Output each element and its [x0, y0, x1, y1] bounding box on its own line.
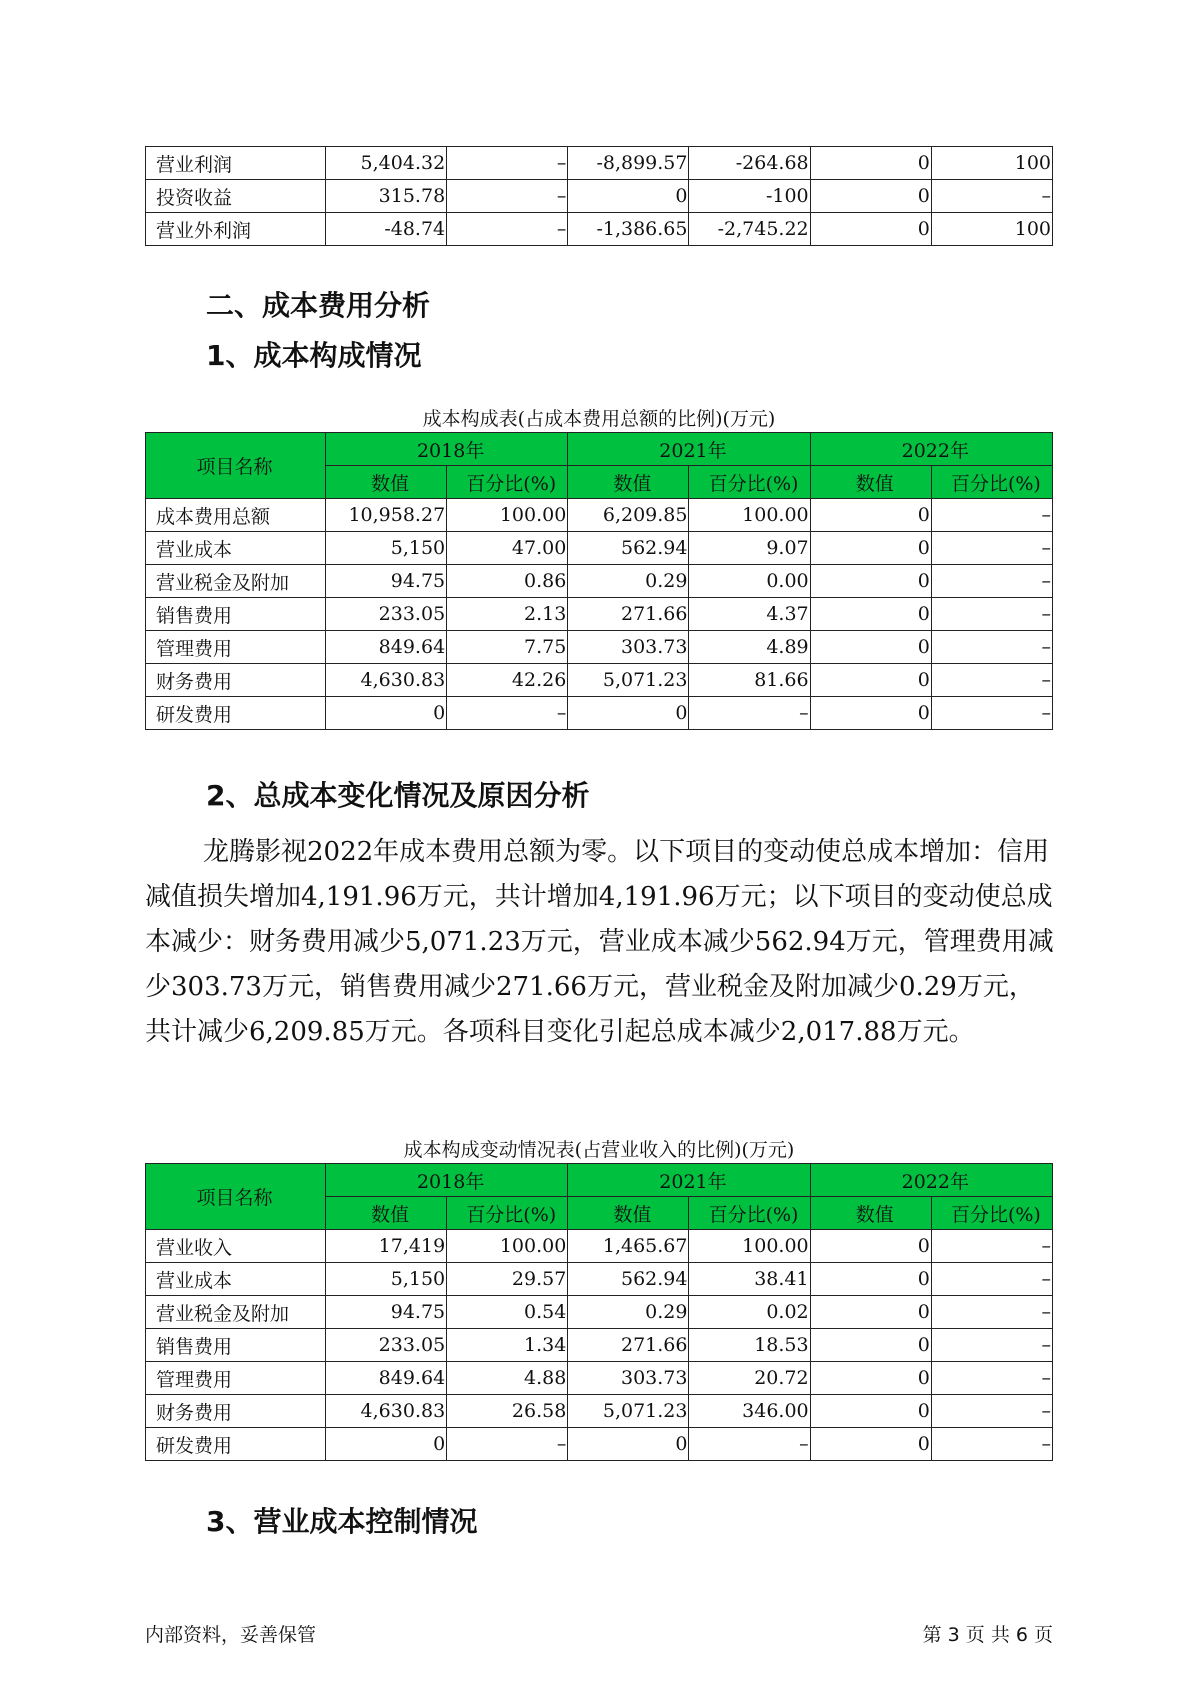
table-cell: – [447, 213, 568, 246]
table-cell: 17,419 [326, 1230, 447, 1263]
header-percent: 百分比(%) [931, 466, 1052, 499]
row-label: 财务费用 [146, 664, 326, 697]
table-row [146, 1395, 1053, 1428]
row-label: 营业成本 [146, 532, 326, 565]
table-cell: 20.72 [689, 1362, 810, 1395]
table-row [146, 532, 1053, 565]
profit-table [145, 146, 1053, 246]
table-cell: 100.00 [689, 499, 810, 532]
table-cell: 0.86 [447, 565, 568, 598]
table-cell: 0.29 [568, 565, 689, 598]
row-label: 管理费用 [146, 631, 326, 664]
table-row [146, 1230, 1053, 1263]
footer-confidential: 内部资料，妥善保管 [145, 1624, 317, 1646]
header-item-name: 项目名称 [146, 1164, 326, 1230]
cost-composition-table [145, 432, 1053, 730]
table-cell: 38.41 [689, 1263, 810, 1296]
table-row [146, 1296, 1053, 1329]
table-cell: 7.75 [447, 631, 568, 664]
table-cell: 100.00 [447, 1230, 568, 1263]
table-cell: 303.73 [568, 631, 689, 664]
table-cell: – [931, 180, 1052, 213]
table-cell: 100 [931, 213, 1052, 246]
table-cell: 29.57 [447, 1263, 568, 1296]
table-cell: – [447, 180, 568, 213]
table-cell: 47.00 [447, 532, 568, 565]
table-row [146, 565, 1053, 598]
row-label: 投资收益 [146, 180, 326, 213]
footer-page-number: 第 3 页 共 6 页 [922, 1624, 1053, 1646]
table-cell: 0 [810, 1230, 931, 1263]
table-cell: 233.05 [326, 1329, 447, 1362]
row-label: 营业外利润 [146, 213, 326, 246]
table-cell: 94.75 [326, 565, 447, 598]
table-cell: – [931, 598, 1052, 631]
table-cell: – [931, 1263, 1052, 1296]
table-cell: – [931, 1329, 1052, 1362]
table-cell: – [931, 697, 1052, 730]
table-cell: 0 [326, 697, 447, 730]
header-value: 数值 [810, 466, 931, 499]
analysis-paragraph [145, 830, 1055, 1055]
row-label: 营业成本 [146, 1263, 326, 1296]
table-cell: 0 [810, 180, 931, 213]
table-cell: 0 [810, 1395, 931, 1428]
table-cell: 0.02 [689, 1296, 810, 1329]
cost-change-table [145, 1163, 1053, 1461]
table-cell: 100.00 [447, 499, 568, 532]
table2-caption: 成本构成变动情况表(占营业收入的比例)(万元) [403, 1139, 795, 1161]
table-cell: 271.66 [568, 598, 689, 631]
table-cell: 0 [568, 697, 689, 730]
table-cell: – [931, 565, 1052, 598]
table-cell: 9.07 [689, 532, 810, 565]
table-cell: 0.00 [689, 565, 810, 598]
table-cell: – [931, 532, 1052, 565]
table1-caption: 成本构成表(占成本费用总额的比例)(万元) [422, 408, 776, 430]
table-cell: – [931, 631, 1052, 664]
table-cell: -100 [689, 180, 810, 213]
table-cell: – [931, 499, 1052, 532]
header-value: 数值 [326, 466, 447, 499]
table-cell: -1,386.65 [568, 213, 689, 246]
table-cell: – [689, 1428, 810, 1461]
table-cell: 100.00 [689, 1230, 810, 1263]
table-cell: 233.05 [326, 598, 447, 631]
table-row [146, 1428, 1053, 1461]
table-cell: – [447, 1428, 568, 1461]
table-cell: 5,150 [326, 532, 447, 565]
table-cell: 0 [810, 664, 931, 697]
row-label: 成本费用总额 [146, 499, 326, 532]
table-row [146, 697, 1053, 730]
table-cell: 5,150 [326, 1263, 447, 1296]
header-value: 数值 [326, 1197, 447, 1230]
table-cell: 0 [810, 631, 931, 664]
header-year: 2022年 [810, 433, 1052, 466]
table-cell: 18.53 [689, 1329, 810, 1362]
subsection-heading-cost-composition: 1、成本构成情况 [206, 339, 422, 372]
table-cell: 5,404.32 [326, 147, 447, 180]
table-cell: 0 [568, 180, 689, 213]
table-cell: -264.68 [689, 147, 810, 180]
table-cell: – [689, 697, 810, 730]
row-label: 管理费用 [146, 1362, 326, 1395]
table-cell: 0 [810, 598, 931, 631]
section-heading: 二、成本费用分析 [206, 289, 431, 322]
table-cell: 0.29 [568, 1296, 689, 1329]
table-cell: -48.74 [326, 213, 447, 246]
table-row [146, 1263, 1053, 1296]
table-cell: – [931, 1428, 1052, 1461]
table-cell: 6,209.85 [568, 499, 689, 532]
table-row [146, 1362, 1053, 1395]
table-row [146, 147, 1053, 180]
table-cell: 5,071.23 [568, 1395, 689, 1428]
paragraph-text: 龙腾影视2022年成本费用总额为零。以下项目的变动使总成本增加：信用减值损失增加4,191.96万元，共计增加4,191.96万元；以下项目的变动使总成本减少：财务费用减少5,071.23万元，营业成本减少562.94万元，管理费用减少303.73万元，销售费用减少271.66万元，营业税金及附加减少0.29万元，共计减少6,209.85万元。各项科目变化引起总成本减少2,017.88万元。 [145, 837, 1054, 1047]
header-value: 数值 [810, 1197, 931, 1230]
table-cell: 94.75 [326, 1296, 447, 1329]
table-cell: 1,465.67 [568, 1230, 689, 1263]
table-cell: 81.66 [689, 664, 810, 697]
table-cell: – [931, 1230, 1052, 1263]
table-cell: 42.26 [447, 664, 568, 697]
header-year: 2018年 [326, 1164, 568, 1197]
subsection-heading-total-cost-change: 2、总成本变化情况及原因分析 [206, 779, 590, 812]
table-cell: 4.89 [689, 631, 810, 664]
table-cell: 0 [810, 1428, 931, 1461]
table-cell: 0 [810, 1329, 931, 1362]
header-value: 数值 [568, 466, 689, 499]
header-year: 2022年 [810, 1164, 1052, 1197]
table-cell: 271.66 [568, 1329, 689, 1362]
header-percent: 百分比(%) [447, 466, 568, 499]
header-item-name: 项目名称 [146, 433, 326, 499]
header-year: 2021年 [568, 433, 810, 466]
table-cell: 0 [810, 532, 931, 565]
table-cell: 315.78 [326, 180, 447, 213]
table-cell: 0 [810, 147, 931, 180]
table-cell: 4,630.83 [326, 664, 447, 697]
table-cell: 5,071.23 [568, 664, 689, 697]
table-cell: 849.64 [326, 631, 447, 664]
table-cell: 10,958.27 [326, 499, 447, 532]
table-cell: 0 [326, 1428, 447, 1461]
header-percent: 百分比(%) [689, 466, 810, 499]
table-cell: 0 [810, 1362, 931, 1395]
table-row [146, 180, 1053, 213]
table-cell: 0 [810, 1296, 931, 1329]
header-percent: 百分比(%) [447, 1197, 568, 1230]
table-cell: – [931, 664, 1052, 697]
row-label: 销售费用 [146, 1329, 326, 1362]
table-cell: – [931, 1362, 1052, 1395]
row-label: 营业税金及附加 [146, 565, 326, 598]
table-cell: 346.00 [689, 1395, 810, 1428]
header-percent: 百分比(%) [931, 1197, 1052, 1230]
table-cell: 0 [810, 565, 931, 598]
header-value: 数值 [568, 1197, 689, 1230]
table-cell: 0 [810, 1263, 931, 1296]
row-label: 营业收入 [146, 1230, 326, 1263]
table-row [146, 1329, 1053, 1362]
table-row [146, 213, 1053, 246]
table-cell: 100 [931, 147, 1052, 180]
table-cell: 303.73 [568, 1362, 689, 1395]
table-cell: 0 [810, 213, 931, 246]
table-cell: -2,745.22 [689, 213, 810, 246]
row-label: 研发费用 [146, 1428, 326, 1461]
table-cell: 4.37 [689, 598, 810, 631]
table-cell: 562.94 [568, 1263, 689, 1296]
table-cell: -8,899.57 [568, 147, 689, 180]
table-cell: – [447, 697, 568, 730]
table-cell: 26.58 [447, 1395, 568, 1428]
row-label: 财务费用 [146, 1395, 326, 1428]
table-cell: 4.88 [447, 1362, 568, 1395]
table-cell: 0 [810, 499, 931, 532]
table-cell: – [931, 1296, 1052, 1329]
table-row [146, 631, 1053, 664]
row-label: 营业税金及附加 [146, 1296, 326, 1329]
subsection-heading-operating-cost-control: 3、营业成本控制情况 [206, 1505, 478, 1538]
table-cell: 849.64 [326, 1362, 447, 1395]
header-percent: 百分比(%) [689, 1197, 810, 1230]
table-cell: 0 [568, 1428, 689, 1461]
table-cell: 2.13 [447, 598, 568, 631]
table-cell: 4,630.83 [326, 1395, 447, 1428]
table-cell: 0.54 [447, 1296, 568, 1329]
table-cell: – [447, 147, 568, 180]
table-cell: – [931, 1395, 1052, 1428]
table-row [146, 499, 1053, 532]
row-label: 营业利润 [146, 147, 326, 180]
table-row [146, 598, 1053, 631]
row-label: 销售费用 [146, 598, 326, 631]
table-cell: 562.94 [568, 532, 689, 565]
header-year: 2018年 [326, 433, 568, 466]
table-cell: 1.34 [447, 1329, 568, 1362]
table-row [146, 664, 1053, 697]
header-year: 2021年 [568, 1164, 810, 1197]
table-cell: 0 [810, 697, 931, 730]
row-label: 研发费用 [146, 697, 326, 730]
